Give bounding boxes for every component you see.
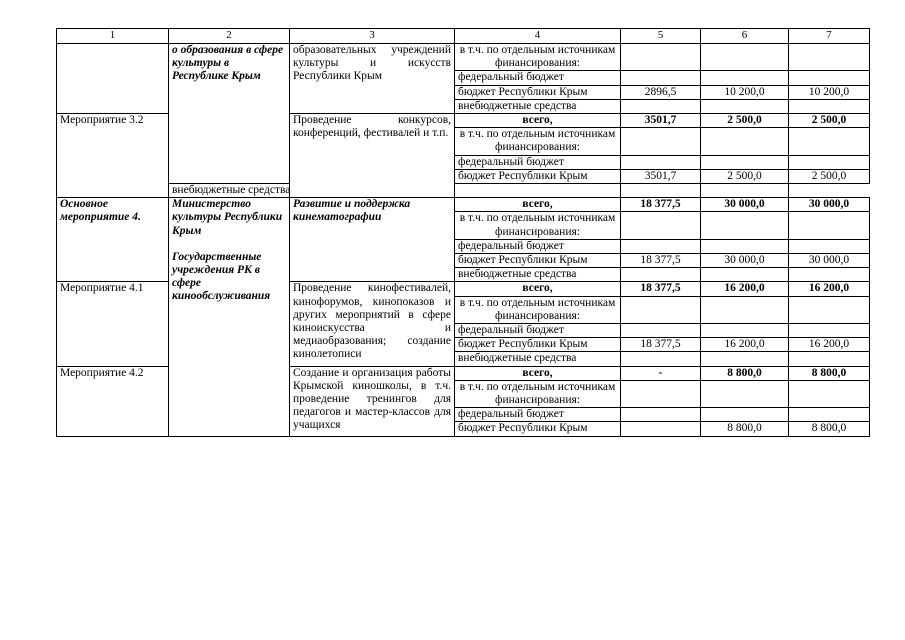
event-name-cell: Мероприятие 4.2: [57, 366, 169, 436]
value-cell: [789, 155, 870, 169]
funding-source-cell: бюджет Республики Крым: [455, 254, 621, 268]
event-name-cell: Мероприятие 3.2: [57, 114, 169, 198]
value-cell: 30 000,0: [701, 198, 789, 212]
value-cell: 18 377,5: [621, 282, 701, 296]
value-cell: [621, 324, 701, 338]
funding-source-cell: в т.ч. по отдельным источникам финансирования:: [455, 128, 621, 155]
value-cell: [621, 239, 701, 253]
funding-source-cell: федеральный бюджет: [455, 239, 621, 253]
funding-source-cell: внебюджетные средства: [455, 352, 621, 366]
value-cell: [621, 212, 701, 239]
value-cell: 16 200,0: [701, 282, 789, 296]
value-cell: 18 377,5: [621, 338, 701, 352]
table-row: [57, 198, 870, 212]
value-cell: [621, 408, 701, 422]
header-col-4: 4: [455, 29, 621, 44]
value-cell: 2 500,0: [789, 114, 870, 128]
value-cell: [621, 380, 701, 407]
funding-source-cell: бюджет Республики Крым: [455, 338, 621, 352]
event-name-cell: Основное мероприятие 4.: [57, 198, 169, 282]
value-cell: 18 377,5: [621, 198, 701, 212]
value-cell: -: [621, 366, 701, 380]
value-cell: [789, 268, 870, 282]
value-cell: [701, 71, 789, 85]
funding-source-cell: в т.ч. по отдельным источникам финансирования:: [455, 380, 621, 407]
event-description-cell: Создание и организация работы Крымской киношколы, в т.ч. проведение тренингов для педагогов и мастер-классов для учащихся: [290, 366, 455, 436]
value-cell: [455, 184, 621, 198]
value-cell: [789, 380, 870, 407]
value-cell: 16 200,0: [701, 338, 789, 352]
value-cell: [701, 155, 789, 169]
value-cell: 3501,7: [621, 169, 701, 183]
value-cell: [789, 44, 870, 71]
executor-ministry: Министерство культуры Республики Крым: [172, 198, 283, 237]
value-cell: [621, 128, 701, 155]
funding-source-cell: в т.ч. по отдельным источникам финансирования:: [455, 44, 621, 71]
value-cell: 10 200,0: [789, 85, 870, 99]
value-cell: [621, 184, 701, 198]
funding-source-cell: внебюджетные средства: [455, 268, 621, 282]
funding-source-cell: внебюджетные средства: [169, 184, 290, 198]
funding-total-cell: всего,: [455, 114, 621, 128]
funding-source-cell: бюджет Республики Крым: [455, 169, 621, 183]
header-col-1: 1: [57, 29, 169, 44]
event-name-cell: [57, 44, 169, 114]
funding-source-cell: федеральный бюджет: [455, 324, 621, 338]
value-cell: 2896,5: [621, 85, 701, 99]
value-cell: 8 800,0: [701, 366, 789, 380]
value-cell: [621, 99, 701, 113]
value-cell: [621, 422, 701, 436]
table-row: [57, 184, 870, 198]
value-cell: [789, 71, 870, 85]
funding-source-cell: федеральный бюджет: [455, 408, 621, 422]
value-cell: [701, 296, 789, 323]
event-description-cell: Проведение кинофестивалей, кинофорумов, кинопоказов и других мероприятий в сфере киноискусства и медиаобразования; создание кинолетописи: [290, 282, 455, 366]
event-description-cell: образовательных учреждений культуры и искусств Республики Крым: [290, 44, 455, 114]
value-cell: 8 800,0: [701, 422, 789, 436]
event-description-cell: Проведение конкурсов, конференций, фестивалей и т.п.: [290, 114, 455, 198]
value-cell: [789, 239, 870, 253]
value-cell: [701, 352, 789, 366]
value-cell: [621, 268, 701, 282]
executor-cell: о образования в сфере культуры в Республике Крым: [169, 44, 290, 184]
value-cell: [789, 212, 870, 239]
value-cell: 8 800,0: [789, 366, 870, 380]
value-cell: [701, 268, 789, 282]
value-cell: [701, 99, 789, 113]
value-cell: [701, 324, 789, 338]
funding-source-cell: в т.ч. по отдельным источникам финансирования:: [455, 296, 621, 323]
value-cell: [789, 296, 870, 323]
value-cell: 10 200,0: [701, 85, 789, 99]
funding-total-cell: всего,: [455, 282, 621, 296]
event-name-cell: Мероприятие 4.1: [57, 282, 169, 366]
header-col-3: 3: [290, 29, 455, 44]
value-cell: 30 000,0: [789, 198, 870, 212]
funding-source-cell: в т.ч. по отдельным источникам финансирования:: [455, 212, 621, 239]
value-cell: [701, 44, 789, 71]
value-cell: [789, 408, 870, 422]
value-cell: [701, 184, 789, 198]
header-row: [57, 29, 870, 44]
value-cell: 30 000,0: [701, 254, 789, 268]
header-col-6: 6: [701, 29, 789, 44]
value-cell: [701, 239, 789, 253]
funding-source-cell: бюджет Республики Крым: [455, 422, 621, 436]
value-cell: [789, 128, 870, 155]
value-cell: 8 800,0: [789, 422, 870, 436]
event-description-cell: Развитие и поддержка кинематографии: [290, 198, 455, 282]
executor-institutions: Государственные учреждения РК в сфере кинообслуживания: [172, 250, 271, 303]
funding-source-cell: внебюджетные средства: [455, 99, 621, 113]
funding-source-cell: бюджет Республики Крым: [455, 85, 621, 99]
table-row: [57, 44, 870, 71]
header-col-5: 5: [621, 29, 701, 44]
value-cell: 16 200,0: [789, 338, 870, 352]
value-cell: [789, 99, 870, 113]
funding-source-cell: федеральный бюджет: [455, 155, 621, 169]
funding-table: [56, 28, 870, 437]
value-cell: [621, 155, 701, 169]
funding-total-cell: всего,: [455, 366, 621, 380]
value-cell: [621, 296, 701, 323]
value-cell: 3501,7: [621, 114, 701, 128]
value-cell: [789, 324, 870, 338]
value-cell: 16 200,0: [789, 282, 870, 296]
value-cell: [701, 380, 789, 407]
value-cell: [621, 352, 701, 366]
value-cell: [789, 352, 870, 366]
value-cell: [701, 408, 789, 422]
funding-source-cell: федеральный бюджет: [455, 71, 621, 85]
header-col-2: 2: [169, 29, 290, 44]
funding-total-cell: всего,: [455, 198, 621, 212]
value-cell: [621, 71, 701, 85]
value-cell: 2 500,0: [701, 169, 789, 183]
header-col-7: 7: [789, 29, 870, 44]
value-cell: [621, 44, 701, 71]
value-cell: 2 500,0: [789, 169, 870, 183]
value-cell: [701, 212, 789, 239]
executor-cell: [169, 198, 290, 436]
value-cell: 18 377,5: [621, 254, 701, 268]
value-cell: 2 500,0: [701, 114, 789, 128]
value-cell: 30 000,0: [789, 254, 870, 268]
value-cell: [701, 128, 789, 155]
